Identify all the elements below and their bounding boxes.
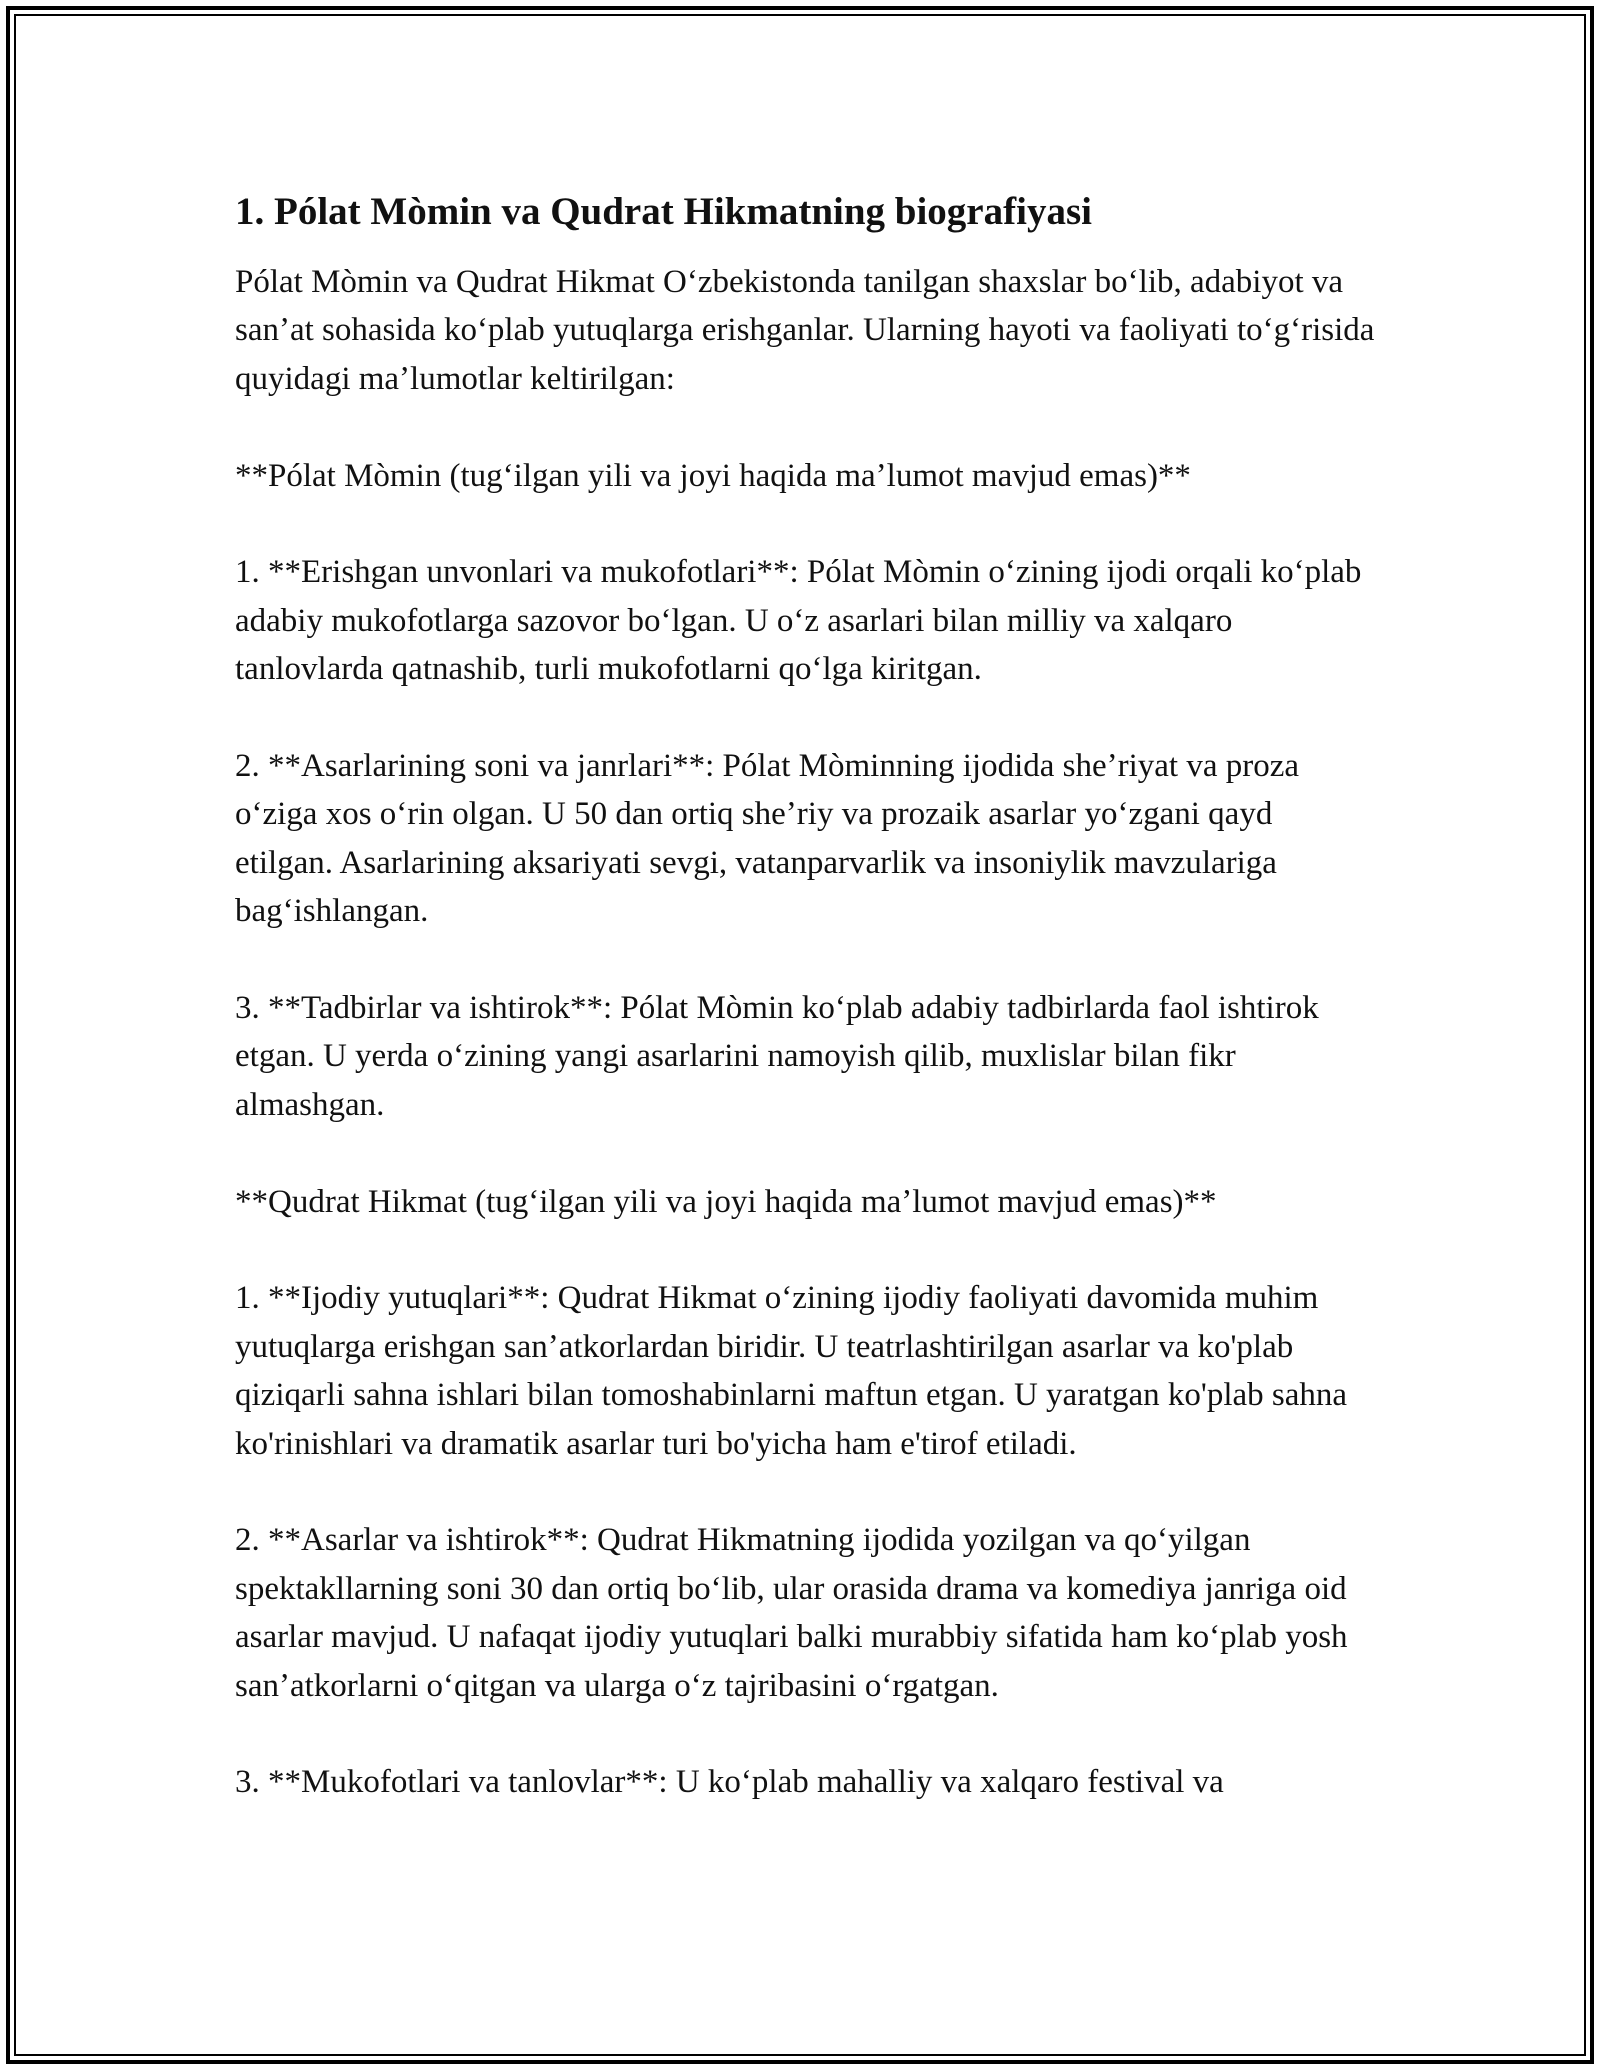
qudrat-hikmat-item-3: 3. **Mukofotlari va tanlovlar**: U koʻplab mahalliy va xalqaro festival va [235, 1764, 1224, 1801]
qudrat-hikmat-item-2: 2. **Asarlar va ishtirok**: Qudrat Hikmatning ijodida yozilgan va qoʻyilgan spektakllarning soni 30 dan ortiq boʻlib, ular orasida drama va komediya janriga oid asarlar mavjud. U nafaqat ijodiy yutuqlari balki murabbiy sifatida ham koʻplab yosh sanʼatkorlarni oʻqitgan va ularga oʻz tajribasini oʻrgatgan. [235, 1522, 1348, 1704]
polat-momin-item-2: 2. **Asarlarining soni va janrlari**: Pólat Mòminning ijodida sheʼriyat va proza oʻziga xos oʻrin olgan. U 50 dan ortiq sheʼriy va prozaik asarlar yoʻzgani qayd etilgan. Asarlarining aksariyati sevgi, vatanparvarlik va insoniylik mavzulariga bagʻishlangan. [235, 748, 1300, 930]
document-body [235, 188, 1375, 1807]
qudrat-hikmat-item-1: 1. **Ijodiy yutuqlari**: Qudrat Hikmat oʻzining ijodiy faoliyati davomida muhim yutuqlarga erishgan sanʼatkorlardan biridir. U teatrlashtirilgan asarlar va ko'plab qiziqarli sahna ishlari bilan tomoshabinlarni maftun etgan. U yaratgan ko'plab sahna ko'rinishlari va dramatik asarlar turi bo'yicha ham e'tirof etiladi. [235, 1280, 1348, 1462]
polat-momin-item-3: 3. **Tadbirlar va ishtirok**: Pólat Mòmin koʻplab adabiy tadbirlarda faol ishtirok etgan. U yerda oʻzining yangi asarlarini namoyish qilib, muxlislar bilan fikr almashgan. [235, 990, 1319, 1123]
intro-paragraph: Pólat Mòmin va Qudrat Hikmat Oʻzbekistonda tanilgan shaxslar boʻlib, adabiyot va sanʼat sohasida koʻplab yutuqlarga erishganlar. Ularning hayoti va faoliyati toʻgʻrisida quyidagi maʼlumotlar keltirilgan: [235, 264, 1375, 397]
document-title: 1. Pólat Mòmin va Qudrat Hikmatning biografiyasi [235, 190, 1092, 233]
qudrat-hikmat-heading: **Qudrat Hikmat (tugʻilgan yili va joyi haqida maʼlumot mavjud emas)** [235, 1183, 1217, 1220]
polat-momin-item-1: 1. **Erishgan unvonlari va mukofotlari**: Pólat Mòmin oʻzining ijodi orqali koʻplab adabiy mukofotlarga sazovor boʻlgan. U oʻz asarlari bilan milliy va xalqaro tanlovlarda qatnashib, turli mukofotlarni qoʻlga kiritgan. [235, 554, 1362, 688]
polat-momin-heading: **Pólat Mòmin (tugʻilgan yili va joyi haqida maʼlumot mavjud emas)** [235, 457, 1191, 494]
